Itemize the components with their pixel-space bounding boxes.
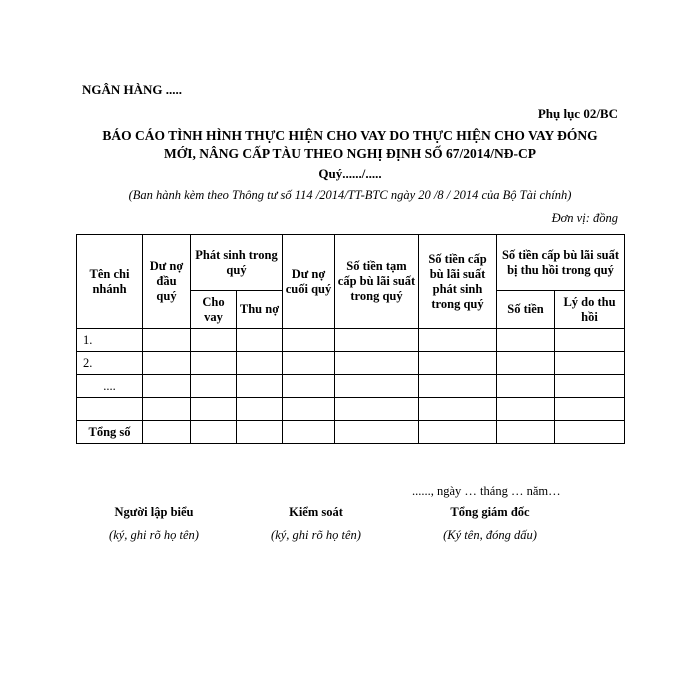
signature-role: Tổng giám đốc <box>450 505 530 519</box>
appendix-label: Phụ lục 02/BC <box>537 106 618 121</box>
header-recovered-subsidy: Số tiền cấp bù lãi suất bị thu hồi trong quý <box>497 235 625 291</box>
header-collect: Thu nợ <box>237 291 283 329</box>
signature-role: Kiểm soát <box>289 505 343 519</box>
row-label <box>77 398 143 421</box>
signature-note: (ký, ghi rõ họ tên) <box>271 528 361 542</box>
header-reason: Lý do thu hồi <box>555 291 625 329</box>
header-arising-subsidy: Số tiền cấp bù lãi suất phát sinh trong quý <box>419 235 497 329</box>
header-advance-subsidy: Số tiền tạm cấp bù lãi suất trong quý <box>335 235 419 329</box>
bank-name: NGÂN HÀNG ..... <box>82 82 183 97</box>
signature-block-director <box>400 505 580 543</box>
table-row <box>77 329 625 352</box>
currency-unit: Đơn vị: đồng <box>551 211 618 225</box>
row-label: 2. <box>77 352 143 375</box>
table-row <box>77 398 625 421</box>
signature-note: (Ký tên, đóng dấu) <box>443 528 537 542</box>
header-opening-balance: Dư nợ đầu quý <box>143 235 191 329</box>
report-title-line-1: BÁO CÁO TÌNH HÌNH THỰC HIỆN CHO VAY DO THỰC HIỆN CHO VAY ĐÓNG <box>102 128 598 143</box>
signature-block-controller <box>226 505 406 543</box>
issuance-note: (Ban hành kèm theo Thông tư số 114 /2014/TT-BTC ngày 20 /8 / 2014 của Bộ Tài chính) <box>128 188 572 202</box>
header-arising: Phát sinh trong quý <box>191 235 283 291</box>
row-label: 1. <box>77 329 143 352</box>
table-row-total <box>77 421 625 444</box>
signature-block-preparer <box>64 505 244 543</box>
header-amount: Số tiền <box>497 291 555 329</box>
table-row <box>77 375 625 398</box>
row-label-total: Tổng số <box>77 421 143 444</box>
signature-role: Người lập biểu <box>114 505 194 519</box>
header-branch: Tên chi nhánh <box>77 235 143 329</box>
report-quarter: Quý....../..... <box>318 166 382 181</box>
header-closing-balance: Dư nợ cuối quý <box>283 235 335 329</box>
signing-date: ......, ngày … tháng … năm… <box>412 484 561 498</box>
header-lend: Cho vay <box>191 291 237 329</box>
row-label: .... <box>77 375 143 398</box>
report-table <box>76 234 625 444</box>
signature-note: (ký, ghi rõ họ tên) <box>109 528 199 542</box>
table-row <box>77 352 625 375</box>
report-title-line-2: MỚI, NÂNG CẤP TÀU THEO NGHỊ ĐỊNH SỐ 67/2014/NĐ-CP <box>164 146 536 161</box>
